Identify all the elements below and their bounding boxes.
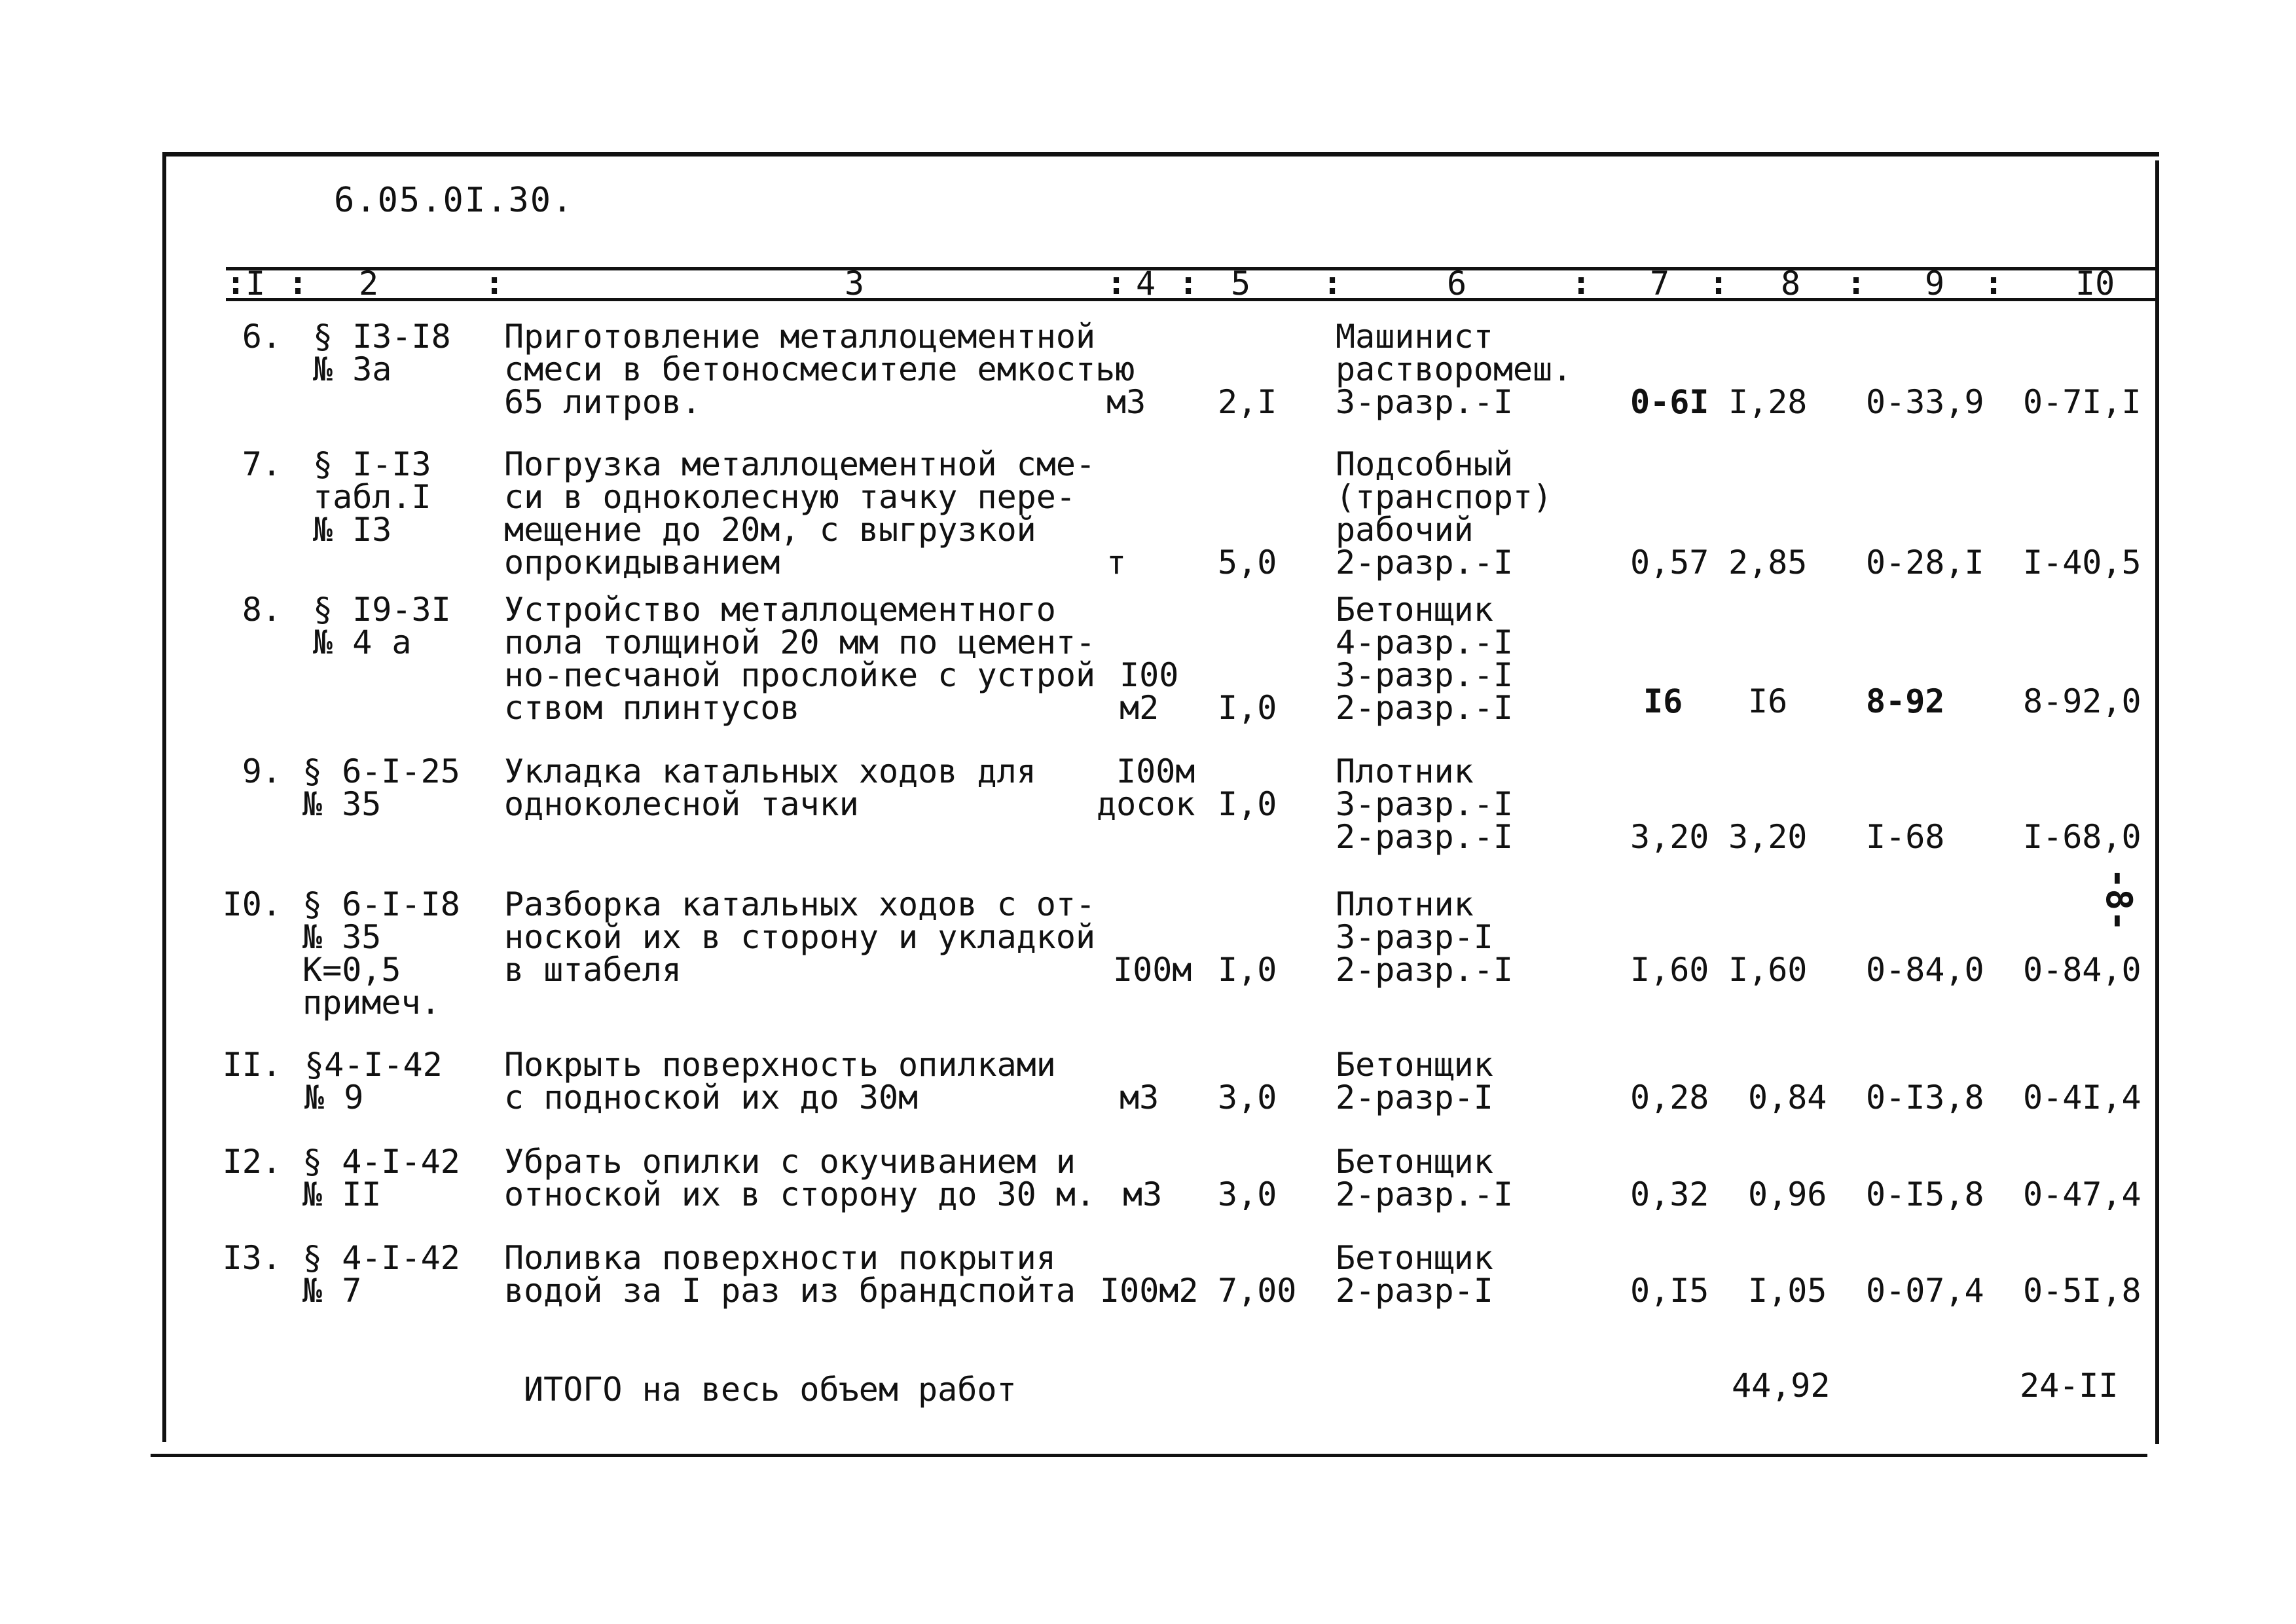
work-description: Разборка катальных ходов с от- (504, 885, 1096, 923)
worker: 3-разр.-I (1336, 383, 1513, 421)
quantity: 5,0 (1218, 544, 1277, 581)
work-description: пола толщиной 20 мм по цемент- (504, 623, 1096, 661)
work-description: смеси в бетоносмесителе емкостью (504, 350, 1135, 388)
value-col9: 0-84,0 (1866, 951, 1984, 989)
work-description: водой за I раз из брандспойта (504, 1272, 1076, 1310)
unit: м3 (1106, 383, 1146, 421)
row-number: 7. (242, 445, 282, 483)
value-col10: 0-7I,I (2023, 383, 2141, 421)
norm-reference: № 7 (302, 1272, 362, 1310)
total-col10: 24-II (2020, 1367, 2119, 1405)
column-header: 6 (1447, 265, 1467, 303)
worker: Плотник (1336, 885, 1474, 923)
left-border (162, 152, 166, 1442)
worker: 3-разр-I (1336, 918, 1493, 956)
value-col10: 0-47,4 (2023, 1175, 2141, 1213)
value-col9: 0-I5,8 (1866, 1175, 1984, 1213)
worker: Бетонщик (1336, 1239, 1493, 1277)
work-description: си в одноколесную тачку пере- (504, 478, 1076, 516)
work-description: 65 литров. (504, 383, 702, 421)
norm-reference: К=0,5 (302, 951, 401, 989)
worker: 2-разр-I (1336, 1272, 1493, 1310)
value-col7: 0,28 (1630, 1079, 1709, 1116)
worker: 2-разр.-I (1336, 689, 1513, 727)
worker: Бетонщик (1336, 1046, 1493, 1084)
row-number: 9. (242, 752, 282, 790)
column-header: I0 (2075, 265, 2115, 303)
work-description: в штабеля (504, 951, 682, 989)
worker: Плотник (1336, 752, 1474, 790)
work-description: опрокидыванием (504, 544, 780, 581)
row-number: II. (222, 1046, 282, 1084)
worker: 3-разр.-I (1336, 785, 1513, 823)
work-description: Поливка поверхности покрытия (504, 1239, 1056, 1277)
unit: I00м (1116, 752, 1195, 790)
value-col10: I-68,0 (2023, 818, 2141, 856)
quantity: I,0 (1218, 689, 1277, 727)
quantity: I,0 (1218, 951, 1277, 989)
column-header: 9 (1925, 265, 1945, 303)
norm-reference: № 35 (302, 918, 382, 956)
norm-reference: § 4-I-42 (302, 1143, 460, 1181)
norm-reference: № II (302, 1175, 382, 1213)
unit: досок (1097, 785, 1195, 823)
norm-reference: § 6-I-25 (302, 752, 460, 790)
value-col7: 0,I5 (1630, 1272, 1709, 1310)
value-col7: 0,32 (1630, 1175, 1709, 1213)
norm-reference: табл.I (313, 478, 431, 516)
column-header: 3 (845, 265, 865, 303)
work-description: Приготовление металлоцементной (504, 318, 1096, 356)
worker: (транспорт) (1336, 478, 1553, 516)
norm-reference: § 4-I-42 (302, 1239, 460, 1277)
value-col8: 0,96 (1748, 1175, 1827, 1213)
unit: т (1106, 544, 1127, 581)
value-col10: I-40,5 (2023, 544, 2141, 581)
norm-reference: № 9 (304, 1079, 364, 1116)
row-number: I3. (222, 1239, 282, 1277)
value-col7: 3,20 (1630, 818, 1709, 856)
column-header: 5 (1231, 265, 1251, 303)
top-border (162, 152, 2159, 157)
norm-reference: § I9-3I (313, 591, 451, 629)
quantity: I,0 (1218, 785, 1277, 823)
value-col9: 0-I3,8 (1866, 1079, 1984, 1116)
worker: 2-разр.-I (1336, 818, 1513, 856)
worker: Бетонщик (1336, 591, 1493, 629)
worker: 2-разр.-I (1336, 1175, 1513, 1213)
column-header: 7 (1650, 265, 1670, 303)
quantity: 2,I (1218, 383, 1277, 421)
norm-reference: § 6-I-I8 (302, 885, 460, 923)
quantity: 7,00 (1218, 1272, 1297, 1310)
value-col8: I,05 (1748, 1272, 1827, 1310)
worker: рабочий (1336, 511, 1474, 549)
row-number: 6. (242, 318, 282, 356)
row-number: I2. (222, 1143, 282, 1181)
column-header: 4 (1136, 265, 1156, 303)
column-header: 2 (359, 265, 379, 303)
work-description: Погрузка металлоцементной сме- (504, 445, 1096, 483)
work-description: Покрыть поверхность опилками (504, 1046, 1056, 1084)
work-description: Убрать опилки с окучиванием и (504, 1143, 1076, 1181)
unit: I00 (1120, 656, 1179, 694)
work-description: отноской их в сторону до 30 м. (504, 1175, 1096, 1213)
norm-reference: примеч. (302, 984, 441, 1022)
worker: 2-разр.-I (1336, 951, 1513, 989)
unit: I00м (1113, 951, 1192, 989)
document-code: 6.05.0I.30. (334, 181, 574, 220)
quantity: 3,0 (1218, 1175, 1277, 1213)
worker: 2-разр-I (1336, 1079, 1493, 1116)
norm-reference: № I3 (313, 511, 392, 549)
row-number: 8. (242, 591, 282, 629)
value-col9: I-68 (1866, 818, 1945, 856)
value-col10: 0-5I,8 (2023, 1272, 2141, 1310)
document-page: 6.05.0I.30. : I : 2 : 3 : 4 : 5 : 6 : 7 : 8 : 9 : I0 6. § I3-I8 № 3а Приготовление металлоцементной смеси в бетоносмесителе емкостью 65 литров. м3 2,I Машинист растворомеш. 3-разр.-I 0-6I I,28 0-33,9 0-7I,I 7. § I-I3 табл.I № I3 Погрузка металлоцементной сме- си в одноколесную тачку пере- мещение до 20м, с выгрузкой опрокидыванием т 5,0 Подсобный (транспорт) рабочий 2-разр.-I 0,57 2,85 0-28,I I-40,5 8. § I9-3I № 4 а Устройство металлоцементного пола толщиной 20 мм по цемент- но-песчаной прослойке с устрой ством плинтусов I00 м2 I,0 Бетонщик 4-разр.-I 3-разр.-I 2-разр.-I I6 I6 8-92 8-92,0 9. § 6-I-25 № 35 Укладка катальных ходов для одноколесной тачки I00м досок I,0 Плотник 3-разр.-I 2-разр.-I 3,20 3,20 I-68 I-68,0 I0. § 6-I-I8 № 35 К=0,5 примеч. Разборка катальных ходов с от- ноской их в сторону и укладкой в штабеля I00м I,0 Плотник 3-разр-I 2-разр.-I I,60 I,60 0-84,0 0-84,0 II. §4-I-42 № 9 Покрыть поверхность опилками с подноской их до 30м м3 3,0 Бетонщик 2-разр-I 0,28 0,84 0-I3,8 0-4I,4 I2. § 4-I-42 № II Убрать опилки с окучиванием и отноской их в сторону до 30 м. м3 3,0 Бетонщик 2-разр.-I 0,32 0,96 0-I5,8 0-47,4 I3. § 4-I-42 № 7 Поливка поверхности покрытия водой за I раз из брандспойта I00м2 7,00 Бетонщик 2-разр-I 0,I5 I,05 0-07,4 0-5I,8 ИТОГО на весь объем работ 44,92 24-II -8- (0, 0, 2296, 1624)
value-col8: I,28 (1728, 383, 1808, 421)
row-number: I0. (222, 885, 282, 923)
value-col7: I6 (1643, 682, 1683, 720)
value-col8: 0,84 (1748, 1079, 1827, 1116)
work-description: мещение до 20м, с выгрузкой (504, 511, 1036, 549)
worker: 4-разр.-I (1336, 623, 1513, 661)
worker: растворомеш. (1336, 350, 1573, 388)
value-col7: 0-6I (1630, 383, 1709, 421)
column-header: 8 (1781, 265, 1801, 303)
norm-reference: № 35 (302, 785, 382, 823)
work-description: Устройство металлоцементного (504, 591, 1056, 629)
unit: I00м2 (1100, 1272, 1199, 1310)
bottom-border (151, 1454, 2147, 1457)
value-col10: 0-84,0 (2023, 951, 2141, 989)
work-description: Укладка катальных ходов для (504, 752, 1036, 790)
norm-reference: §4-I-42 (304, 1046, 443, 1084)
value-col8: I,60 (1728, 951, 1808, 989)
value-col10: 8-92,0 (2023, 682, 2141, 720)
value-col8: 3,20 (1728, 818, 1808, 856)
value-col9: 0-28,I (1866, 544, 1984, 581)
value-col7: I,60 (1630, 951, 1709, 989)
unit: м2 (1120, 689, 1159, 727)
value-col8: I6 (1748, 682, 1788, 720)
quantity: 3,0 (1218, 1079, 1277, 1116)
value-col8: 2,85 (1728, 544, 1808, 581)
total-label: ИТОГО на весь объем работ (524, 1371, 1017, 1409)
total-col8: 44,92 (1732, 1367, 1831, 1405)
worker: 3-разр.-I (1336, 656, 1513, 694)
norm-reference: № 3а (313, 350, 392, 388)
worker: 2-разр.-I (1336, 544, 1513, 581)
unit: м3 (1123, 1175, 1163, 1213)
right-border (2155, 160, 2159, 1444)
page-number-mark: -8- (2098, 868, 2140, 932)
work-description: но-песчаной прослойке с устрой (504, 656, 1096, 694)
value-col9: 8-92 (1866, 682, 1945, 720)
value-col7: 0,57 (1630, 544, 1709, 581)
value-col9: 0-33,9 (1866, 383, 1984, 421)
value-col10: 0-4I,4 (2023, 1079, 2141, 1116)
worker: Машинист (1336, 318, 1493, 356)
column-header: I (246, 265, 266, 303)
work-description: с подноской их до 30м (504, 1079, 919, 1116)
work-description: одноколесной тачки (504, 785, 859, 823)
norm-reference: № 4 а (313, 623, 412, 661)
work-description: ством плинтусов (504, 689, 800, 727)
norm-reference: § I3-I8 (313, 318, 451, 356)
value-col9: 0-07,4 (1866, 1272, 1984, 1310)
norm-reference: § I-I3 (313, 445, 431, 483)
worker: Подсобный (1336, 445, 1513, 483)
work-description: ноской их в сторону и укладкой (504, 918, 1096, 956)
worker: Бетонщик (1336, 1143, 1493, 1181)
unit: м3 (1120, 1079, 1159, 1116)
